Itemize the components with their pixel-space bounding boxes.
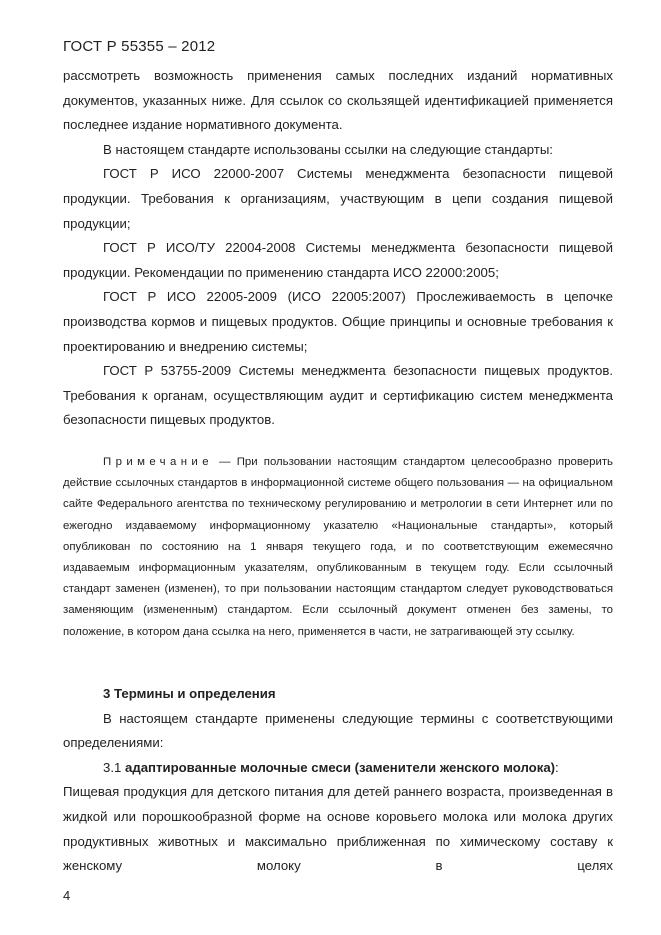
term-number: 3.1 bbox=[103, 759, 125, 775]
section-heading: 3 Термины и определения bbox=[103, 686, 276, 701]
document-header: ГОСТ Р 55355 – 2012 bbox=[63, 38, 216, 55]
term-colon: : bbox=[555, 759, 559, 775]
note-label: Примечание bbox=[103, 456, 213, 468]
paragraph: В настоящем стандарте использованы ссылки на следующие стандарты: bbox=[103, 141, 553, 157]
term-title: адаптированные молочные смеси (заменители женского молока) bbox=[125, 759, 556, 775]
section-intro: В настоящем стандарте применены следующие термины с соответствующими определениями: bbox=[63, 710, 613, 751]
references-section bbox=[63, 64, 613, 433]
note-text: — При пользовании настоящим стандартом целесообразно проверить действие ссылочных стандартов в информационной системе общего пользования — на официальном сайте Федерального агентства по техническому регулированию и метрологии в сети Интернет или по ежегодно издаваемому информационному указателю «Национальные стандарты», который опубликован по состоянию на 1 января текущего года, и по соответствующим ежемесячно издаваемым информационным указателям, опубликованным в текущем году. Если ссылочный стандарт заменен (изменен), то при пользовании настоящим стандартом следует руководствоваться заменяющим (измененным) стандартом. Если ссылочный документ отменен без замены, то положение, в котором дана ссылка на него, применяется в части, не затрагивающей эту ссылку. bbox=[63, 456, 613, 638]
term-entry bbox=[63, 756, 613, 781]
reference-item: ГОСТ Р ИСО 22005-2009 (ИСО 22005:2007) Прослеживаемость в цепочке производства кормов и пищевых продуктов. Общие принципы и основные требования к проектированию и внедрению системы; bbox=[63, 289, 613, 354]
term-definition: Пищевая продукция для детского питания для детей раннего возраста, произведенная в жидкой или порошкообразной форме на основе коровьего молока или молока других продуктивных животных и максимально приближенная по химическому составу к женскому молоку в целях bbox=[63, 784, 613, 874]
note-block bbox=[63, 452, 613, 643]
reference-item: ГОСТ Р ИСО/ТУ 22004-2008 Системы менеджмента безопасности пищевой продукции. Рекомендации по применению стандарта ИСО 22000:2005; bbox=[63, 240, 613, 280]
reference-item: ГОСТ Р 53755-2009 Системы менеджмента безопасности пищевых продуктов. Требования к органам, осуществляющим аудит и сертификацию систем менеджмента безопасности пищевых продуктов. bbox=[63, 363, 613, 428]
reference-item: ГОСТ Р ИСО 22000-2007 Системы менеджмента безопасности пищевой продукции. Требования к организациям, участвующим в цепи создания пищевой продукции; bbox=[63, 166, 613, 231]
page-number: 4 bbox=[63, 888, 71, 903]
note-paragraph bbox=[63, 452, 613, 643]
terms-section bbox=[63, 682, 613, 879]
paragraph: рассмотреть возможность применения самых последних изданий нормативных документов, указанных ниже. Для ссылок со скользящей идентификацией применяется последнее издание нормативного документа. bbox=[63, 68, 613, 133]
